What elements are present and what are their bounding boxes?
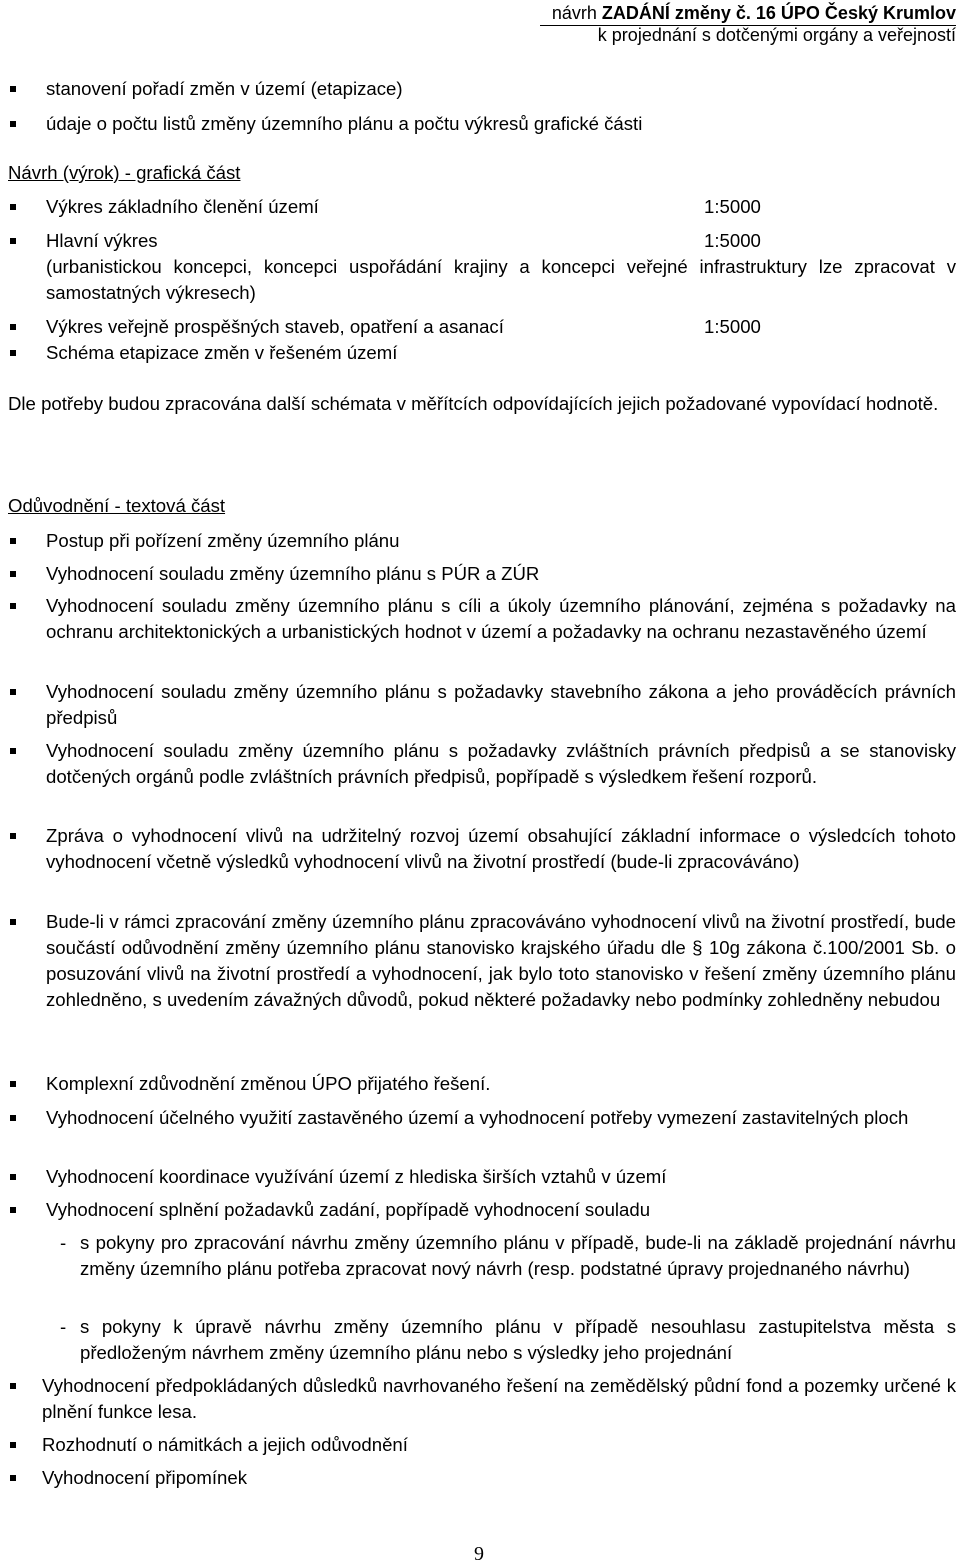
list-item: Rozhodnutí o námitkách a jejich odůvodnění bbox=[8, 1432, 956, 1458]
bullet-icon bbox=[10, 1442, 16, 1448]
bullet-icon bbox=[10, 1383, 16, 1389]
header-title: ZADÁNÍ změny č. 16 ÚPO Český Krumlov bbox=[601, 3, 956, 23]
bullet-icon bbox=[10, 204, 16, 210]
list-item: Vyhodnocení koordinace využívání území z hlediska širších vztahů v území bbox=[8, 1164, 956, 1190]
list-item: Výkres základního členění území 1:5000 bbox=[8, 194, 956, 220]
list-item: Vyhodnocení předpokládaných důsledků navrhovaného řešení na zemědělský půdní fond a pozemky určené k plnění funkce lesa. bbox=[8, 1373, 956, 1425]
header-line-1 bbox=[552, 2, 956, 24]
bullet-icon bbox=[10, 689, 16, 695]
bullet-icon bbox=[10, 1207, 16, 1213]
dash-marker: - bbox=[60, 1232, 67, 1253]
section-title-graphic: Návrh (výrok) - grafická část bbox=[8, 162, 241, 183]
list-item: Schéma etapizace změn v řešeném území bbox=[8, 340, 956, 366]
list-item: Komplexní zdůvodnění změnou ÚPO přijatého řešení. bbox=[8, 1071, 956, 1097]
bullet-icon bbox=[10, 324, 16, 330]
list-item: údaje o počtu listů změny územního plánu a počtu výkresů grafické části bbox=[8, 111, 956, 137]
list-item: Vyhodnocení souladu změny územního plánu s cíli a úkoly územního plánování, zejména s požadavky na ochranu architektonických a urbanistických hodnot v území a požadavky na ochranu nezastavěného území bbox=[8, 593, 956, 645]
list-item: stanovení pořadí změn v území (etapizace) bbox=[8, 76, 956, 102]
list-item: Vyhodnocení účelného využití zastavěného území a vyhodnocení potřeby vymezení zastavitelných ploch bbox=[8, 1105, 956, 1131]
list-item: Vyhodnocení připomínek bbox=[8, 1465, 956, 1491]
page-header bbox=[552, 2, 956, 46]
bullet-icon bbox=[10, 1174, 16, 1180]
list-item: Hlavní výkres 1:5000 bbox=[8, 228, 956, 254]
list-item: Postup při pořízení změny územního plánu bbox=[8, 528, 956, 554]
bullet-icon bbox=[10, 748, 16, 754]
header-line-2: k projednání s dotčenými orgány a veřejností bbox=[597, 25, 956, 45]
bullet-icon bbox=[10, 121, 16, 127]
bullet-icon bbox=[10, 603, 16, 609]
list-item: Vyhodnocení souladu změny územního plánu s požadavky stavebního zákona a jeho prováděcích právních předpisů bbox=[8, 679, 956, 731]
bullet-icon bbox=[10, 1475, 16, 1481]
dash-item: - s pokyny pro zpracování návrhu změny územního plánu v případě, bude-li na základě projednání návrhu změny územního plánu potřeba zpracovat nový návrh (resp. podstatné úpravy projednaného návrhu) bbox=[60, 1232, 956, 1279]
bullet-icon bbox=[10, 919, 16, 925]
list-item: Bude-li v rámci zpracování změny územního plánu zpracováváno vyhodnocení vlivů na životní prostředí, bude součástí odůvodnění změny územního plánu stanovisko krajského úřadu dle § 10g zákona č.100/2001 Sb. o posuzování vlivů na životní prostředí a vyhodnocení, jak bylo toto stanovisko v řešení změny územního plánu zohledněno, s uvedením závažných důvodů, pokud některé požadavky nebo podmínky zohledněny nebudou bbox=[8, 909, 956, 1013]
bullet-icon bbox=[10, 350, 16, 356]
list-item: Zpráva o vyhodnocení vlivů na udržitelný rozvoj území obsahující základní informace o výsledcích tohoto vyhodnocení včetně výsledků vyhodnocení vlivů na životní prostředí (bude-li zpracováváno) bbox=[8, 823, 956, 875]
header-rule bbox=[540, 25, 956, 26]
bullet-icon bbox=[10, 86, 16, 92]
dash-item: - s pokyny k úpravě návrhu změny územního plánu v případě nesouhlasu zastupitelstva města s předloženým návrhem změny územního plánu nebo s výsledky jeho projednání bbox=[60, 1316, 956, 1363]
list-item: Výkres veřejně prospěšných staveb, opatření a asanací 1:5000 bbox=[8, 314, 956, 340]
hlavni-vykres-note: (urbanistickou koncepci, koncepci uspořádání krajiny a koncepci veřejné infrastruktury lze zpracovat v samostatných výkresech) bbox=[46, 256, 956, 303]
bullet-icon bbox=[10, 238, 16, 244]
schemes-note: Dle potřeby budou zpracována další schémata v měřítcích odpovídajících jejich požadované vypovídací hodnotě. bbox=[8, 393, 939, 414]
bullet-icon bbox=[10, 538, 16, 544]
bullet-icon bbox=[10, 571, 16, 577]
dash-marker: - bbox=[60, 1316, 67, 1337]
list-item: Vyhodnocení splnění požadavků zadání, popřípadě vyhodnocení souladu bbox=[8, 1197, 956, 1223]
list-item: Vyhodnocení souladu změny územního plánu s PÚR a ZÚR bbox=[8, 561, 956, 587]
bullet-icon bbox=[10, 1081, 16, 1087]
bullet-icon bbox=[10, 1115, 16, 1121]
page-number: 9 bbox=[474, 1543, 484, 1565]
section-title-justification: Odůvodnění - textová část bbox=[8, 495, 226, 516]
list-item: Vyhodnocení souladu změny územního plánu s požadavky zvláštních právních předpisů a se stanovisky dotčených orgánů podle zvláštních právních předpisů, popřípadě s výsledkem řešení rozporů. bbox=[8, 738, 956, 790]
header-prefix: návrh bbox=[551, 3, 602, 23]
bullet-icon bbox=[10, 833, 16, 839]
